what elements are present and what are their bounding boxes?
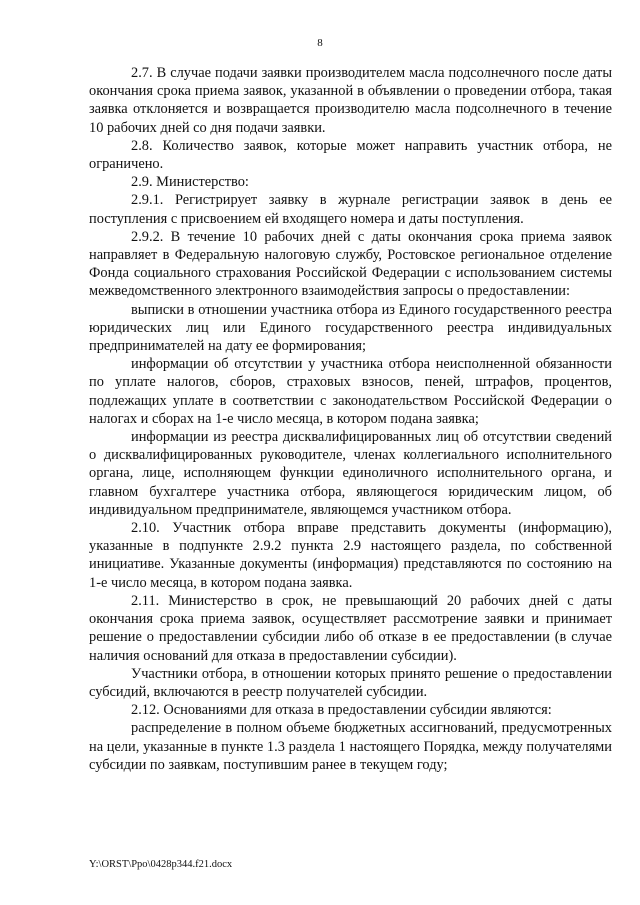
paragraph-2-8: 2.8. Количество заявок, которые может направить участник отбора, не ограничено.: [89, 137, 612, 173]
paragraph-2-7: 2.7. В случае подачи заявки производителем масла подсолнечного после даты окончания срока приема заявок, указанной в объявлении о проведении отбора, такая заявка отклоняется и возвращается производителю масла подсолнечного в течение 10 рабочих дней со дня подачи заявки.: [89, 65, 612, 136]
paragraph-2-10: 2.10. Участник отбора вправе представить документы (информацию), указанные в подпункте 2.9.2 пункта 2.9 настоящего раздела, по собственной инициативе. Указанные документы (информация) представляются по состоянию на 1-е число месяца, в котором подана заявка.: [89, 520, 612, 591]
page-number: 8: [317, 37, 323, 49]
paragraph-registry-inclusion: Участники отбора, в отношении которых принято решение о предоставлении субсидий, включаются в реестр получателей субсидии.: [89, 665, 612, 700]
paragraph-2-11: 2.11. Министерство в срок, не превышающий 20 рабочих дней с даты окончания срока приема заявок, осуществляет рассмотрение заявки и принимает решение о предоставлении субсидии либо об отказе в ее предоставлении (в случае наличия оснований для отказа в предоставлении субсидии).: [89, 592, 612, 664]
document-body: [89, 64, 612, 774]
paragraph-2-9-1: 2.9.1. Регистрирует заявку в журнале регистрации заявок в день ее поступления с присвоением ей входящего номера и даты поступления.: [89, 192, 612, 227]
paragraph-2-9-2: 2.9.2. В течение 10 рабочих дней с даты окончания срока приема заявок направляет в Федеральную налоговую службу, Ростовское региональное отделение Фонда социального страхования Российской Федерации с использованием системы межведомственного электронного взаимодействия запросы о предоставлении:: [89, 228, 612, 300]
file-path-footer: Y:\ORST\Ppo\0428p344.f21.docx: [89, 859, 233, 870]
list-item-extract: выписки в отношении участника отбора из Единого государственного реестра юридических лиц или Единого государственного реестра индивидуальных предпринимателей на дату ее формирования;: [89, 301, 612, 355]
paragraph-2-12: 2.12. Основаниями для отказа в предоставлении субсидии являются:: [131, 702, 552, 719]
list-item-budget-allocation: распределение в полном объеме бюджетных ассигнований, предусмотренных на цели, указанные в пункте 1.3 раздела 1 настоящего Порядка, между получателями субсидии по заявкам, поступившим ранее в текущем году;: [89, 720, 612, 773]
paragraph-2-9: 2.9. Министерство:: [131, 174, 249, 191]
list-item-tax-info: информации об отсутствии у участника отбора неисполненной обязанности по уплате налогов, сборов, страховых взносов, пеней, штрафов, процентов, подлежащих уплате в соответствии с законодательством Российской Федерации о налогах и сборах на 1-е число месяца, в котором подана заявка;: [89, 356, 612, 427]
list-item-disqualified-registry: информации из реестра дисквалифицированных лиц об отсутствии сведений о дисквалифицированных руководителе, членах коллегиального исполнительного органа, лице, исполняющем функции единоличного исполнительного органа, и главном бухгалтере участника отбора, являющегося юридическим лицом, об индивидуальном предпринимателе, являющемся участником отбора.: [89, 429, 612, 518]
